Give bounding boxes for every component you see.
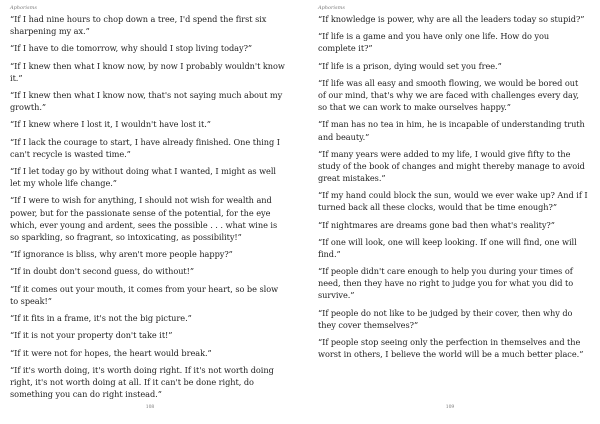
quote: “If people didn't care enough to help you during your times of need, then they have no right to judge you for what you did to survive.” <box>318 266 574 301</box>
quote: “If it's worth doing, it's worth doing right. If it's not worth doing right, it's not worth doing at all. If it can't be done right, do something you can do right instead.” <box>10 364 274 399</box>
quote-list <box>318 13 588 360</box>
quote: “If I were to wish for anything, I should not wish for wealth and power, but for the passionate sense of the potential, for the eye which, ever young and ardent, sees the possible . . . what wine is so sparkling, so fragrant, so intoxicating, as possibility!” <box>10 195 278 242</box>
page-number: 108 <box>145 405 155 410</box>
quote: “If man has no tea in him, he is incapable of understanding truth and beauty.” <box>318 119 585 142</box>
quote: “If one will look, one will keep looking. If one will find, one will find.” <box>318 236 577 259</box>
page-number: 109 <box>445 405 455 410</box>
quote: “If I lack the courage to start, I have already finished. One thing I can't recycle is wasted time.” <box>10 136 280 159</box>
quote: “If it were not for hopes, the heart would break.” <box>10 347 212 358</box>
quote: “If life is a game and you have only one life. How do you complete it?” <box>318 31 550 54</box>
right-page <box>300 0 600 424</box>
quote: “If I have to die tomorrow, why should I stop living today?” <box>10 43 253 54</box>
quote: “If I knew then what I know now, that's not saying much about my growth.” <box>10 90 283 113</box>
quote: “If I let today go by without doing what I wanted, I might as well let my whole life change.” <box>10 166 276 189</box>
running-head: Aphorisms <box>318 5 345 11</box>
quote: “If it fits in a frame, it's not the big picture.” <box>10 312 192 323</box>
quote: “If I knew where I lost it, I wouldn't have lost it.” <box>10 119 211 130</box>
quote: “If many years were added to my life, I would give fifty to the study of the book of changes and might thereby manage to avoid great mistakes.” <box>318 148 585 183</box>
quote: “If I had nine hours to chop down a tree, I'd spend the first six sharpening my ax.” <box>10 14 267 37</box>
quote: “If it comes out your mouth, it comes from your heart, so be slow to speak!” <box>10 283 279 306</box>
running-head: Aphorisms <box>10 5 37 11</box>
quote: “If life is a prison, dying would set you free.” <box>318 60 502 71</box>
quote: “If people do not like to be judged by their cover, then why do they cover themselves?” <box>318 307 573 330</box>
quote-list <box>10 13 286 400</box>
quote: “If it is not your property don't take it!” <box>10 330 173 341</box>
quote: “If people stop seeing only the perfection in themselves and the worst in others, I believe the world will be a much better place.” <box>318 337 584 360</box>
quote: “If my hand could block the sun, would we ever wake up? And if I turned back all these clocks, would that be time enough?” <box>318 190 588 213</box>
quote: “If in doubt don't second guess, do without!” <box>10 266 195 277</box>
quote: “If ignorance is bliss, why aren't more people happy?” <box>10 249 233 259</box>
quote: “If knowledge is power, why are all the leaders today so stupid?” <box>318 14 585 24</box>
quote: “If life was all easy and smooth flowing, we would be bored out of our mind, that's why we are faced with challenges every day, so that we can work to make ourselves happy.” <box>318 77 579 113</box>
quote: “If I knew then what I know now, by now I probably wouldn't know it.” <box>10 60 285 83</box>
quote: “If nightmares are dreams gone bad then what's reality?” <box>318 219 555 230</box>
